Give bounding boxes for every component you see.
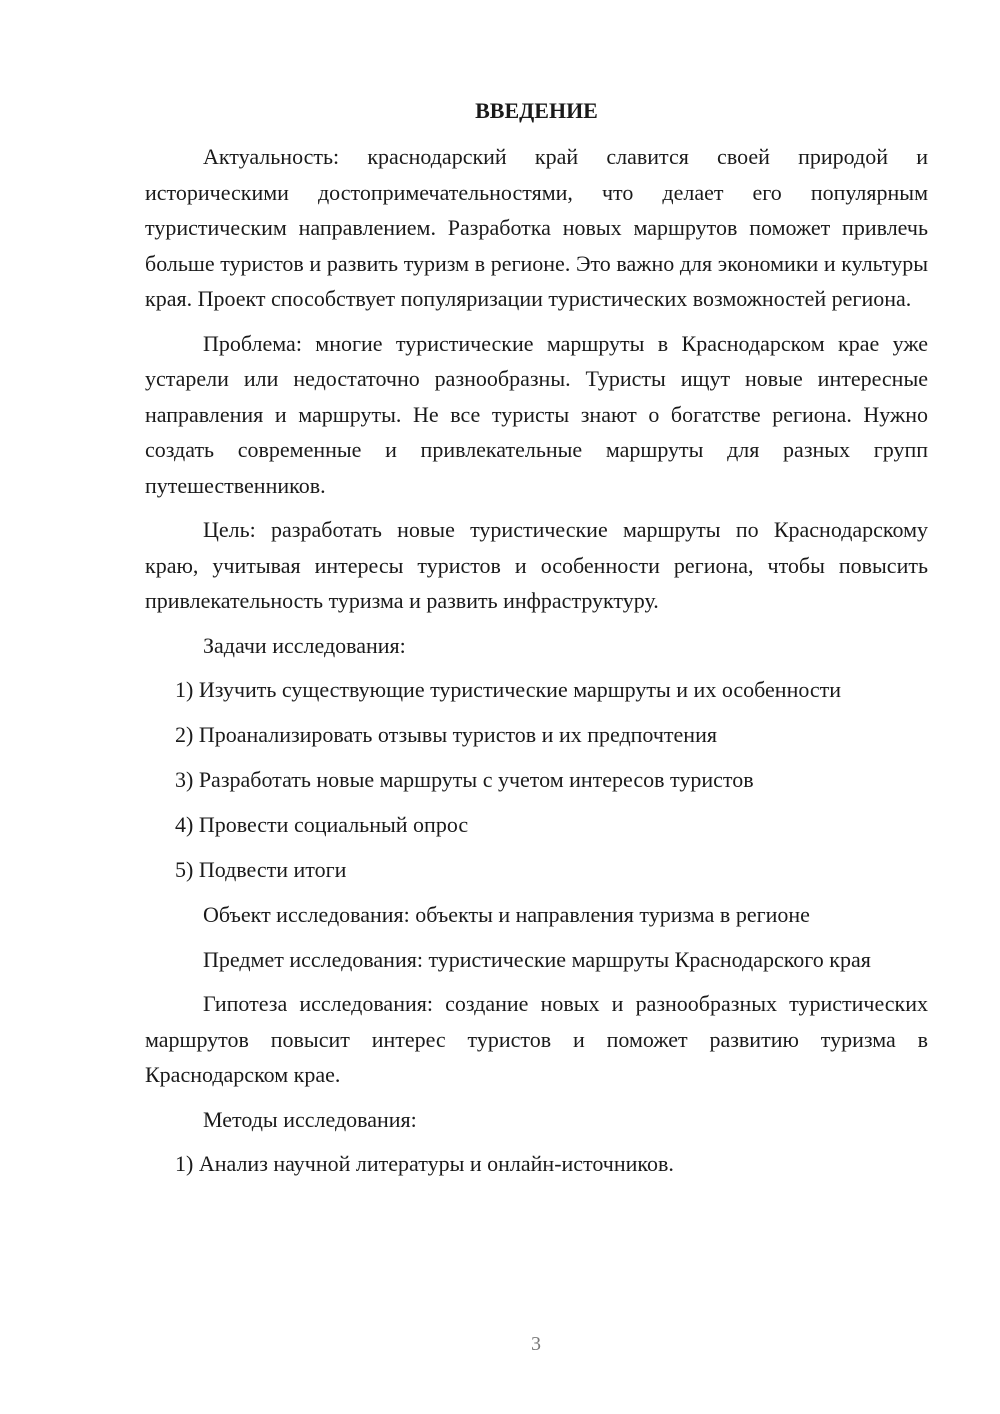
page-title: ВВЕДЕНИЕ (475, 98, 598, 123)
list-item: 1) Изучить существующие туристические маршруты и их особенности (175, 677, 842, 702)
goal-paragraph: Цель: разработать новые туристические маршруты по Краснодарскому краю, учитывая интересы туристов и особенности региона, чтобы повысить привлекательность туризма и развить инфраструктуру. (145, 517, 928, 613)
list-item: 2) Проанализировать отзывы туристов и их предпочтения (175, 722, 717, 747)
subject-paragraph: Предмет исследования: туристические маршруты Краснодарского края (203, 946, 871, 972)
list-item: 5) Подвести итоги (175, 857, 347, 882)
list-item: 3) Разработать новые маршруты с учетом интересов туристов (175, 767, 754, 792)
list-item: 4) Провести социальный опрос (175, 812, 469, 837)
methods-heading: Методы исследования: (203, 1106, 417, 1132)
tasks-heading: Задачи исследования: (203, 632, 406, 658)
list-item: 1) Анализ научной литературы и онлайн-источников. (175, 1151, 674, 1176)
methods-list (145, 1146, 928, 1182)
problem-paragraph: Проблема: многие туристические маршруты в Краснодарском крае уже устарели или недостаточно разнообразны. Туристы ищут новые интересные направления и маршруты. Не все туристы знают о богатстве региона. Нужно создать современные и привлекательные маршруты для разных групп путешественников. (145, 330, 928, 498)
page-number: 3 (531, 1333, 541, 1355)
hypothesis-paragraph: Гипотеза исследования: создание новых и разнообразных туристических маршрутов повысит интерес туристов и поможет развитию туризма в Краснодарском крае. (145, 991, 928, 1087)
document-page (145, 95, 928, 1191)
relevance-paragraph: Актуальность: краснодарский край славится своей природой и историческими достопримечательностями, что делает его популярным туристическим направлением. Разработка новых маршрутов поможет привлечь больше туристов и развить туризм в регионе. Это важно для экономики и культуры края. Проект способствует популяризации туристических возможностей региона. (145, 144, 928, 311)
tasks-list (145, 672, 928, 888)
object-paragraph: Объект исследования: объекты и направления туризма в регионе (203, 902, 810, 927)
